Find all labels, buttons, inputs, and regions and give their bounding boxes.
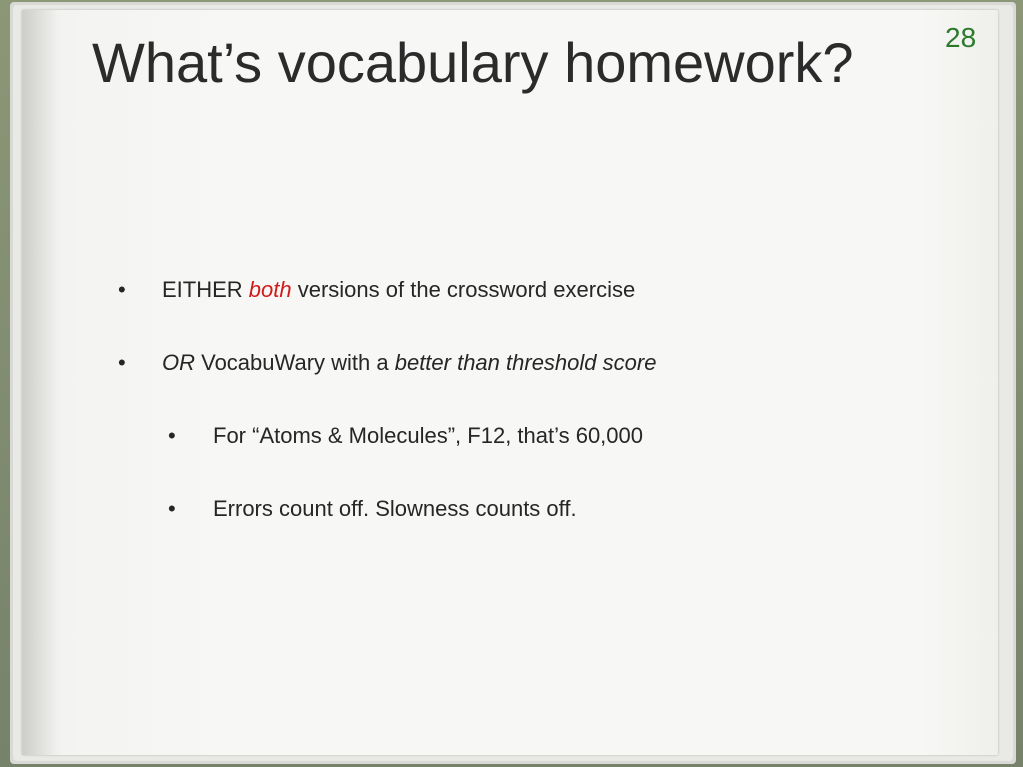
bullet-dot-icon: •: [168, 496, 176, 521]
bullet-text: [162, 272, 635, 308]
bullet-suffix: versions of the crossword exercise: [291, 277, 636, 302]
sub-bullet-text: Errors count off. Slowness counts off.: [213, 496, 577, 521]
slide-page: [22, 10, 998, 755]
bullet-dot-icon: •: [118, 277, 126, 302]
slide-title: What’s vocabulary homework?: [92, 31, 854, 94]
sub-bullet-text: For “Atoms & Molecules”, F12, that’s 60,000: [213, 423, 643, 448]
bullet-dot-icon: •: [118, 350, 126, 375]
bullet-prefix: EITHER: [162, 277, 249, 302]
bullet-middle: VocabuWary with a: [195, 350, 395, 375]
bullet-dot-icon: •: [168, 423, 176, 448]
bullet-text: [162, 345, 656, 381]
bullet-prefix-em: OR: [162, 350, 195, 375]
spine-shadow: [22, 10, 58, 755]
bullet-suffix-em: better than threshold score: [394, 350, 657, 375]
slide-number: 28: [945, 22, 977, 53]
bullet-highlight: both: [248, 277, 292, 302]
